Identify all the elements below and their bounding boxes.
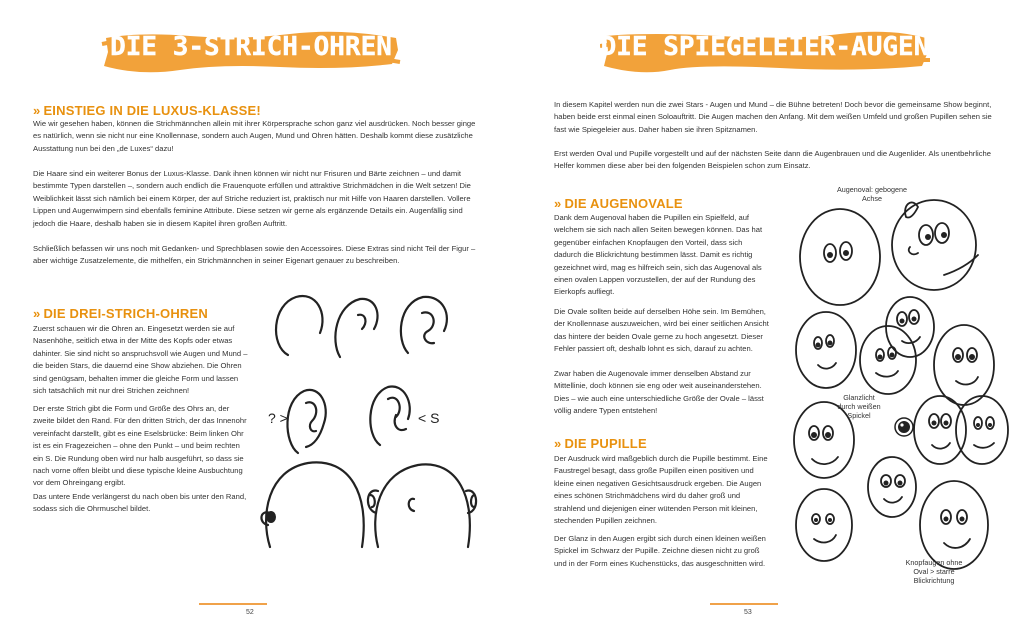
paragraph: Die Haare sind ein weiterer Bonus der Luxus-Klasse. Dank ihnen können wir nicht nur Frisuren und Bärte zeichnen – und damit bestimmte Typen darstellen –, sondern auch endlich die Frauenquote erfüllen und attraktive Strichmädchen in die Welt setzen! Die Weiblichkeit lässt sich nämlich bei einem Körper, der auf Striche reduziert ist, praktisch nur mit Hilfe von Haaren darstellen. Vollere Lippen und Augenwimpern sind ebenfalls feminine Attribute. Diese setzen wir gerne als ergänzende Details ein. Augenfällig sind jedoch die Haare, deshalb haben sie in diesem Kapitel ihren großen Auftritt. [33, 169, 471, 228]
label-knopfaugen: Knopfaugen ohne Oval > starre Blickrichtung [905, 558, 963, 585]
section-heading-text: EINSTIEG IN DIE LUXUS-KLASSE! [43, 103, 261, 118]
chevron-icon: » [554, 436, 562, 451]
title-banner [100, 30, 402, 74]
chevron-icon: » [554, 196, 562, 211]
page-number: 53 [744, 609, 752, 616]
label-glanzlicht: Glanzlicht durch weißen Spickel [837, 393, 881, 420]
paragraph: In diesem Kapitel werden nun die zwei Stars - Augen und Mund – die Bühne betreten! Doch bevor die gemeinsame Show beginnt, haben beide erst einmal einen Soloauftritt. Die Augen machen den Anfang. Mit dem weißen Umfeld und großen Pupillen sehen sie fast wie Spiegeleier aus. Daher haben sie ihren Spitznamen. [554, 100, 992, 134]
section-heading [33, 103, 261, 118]
footer-rule [199, 603, 267, 605]
chevron-icon: » [33, 306, 41, 321]
paragraph: Zwar haben die Augenovale immer denselben Abstand zur Mittellinie, doch können sie eng oder weit auseinanderstehen. Dies – wie auch eine unterschiedliche Größe der Ovale – lässt völlig andere Typen entstehen! [554, 369, 764, 416]
eye-drawings-illustration [784, 195, 1014, 585]
ear-mark-left: ? > [268, 410, 288, 426]
footer-rule [710, 603, 778, 605]
section-heading [33, 306, 208, 321]
page-title: DIE 3-STRICH-OHREN [110, 32, 392, 62]
paragraph: Das untere Ende verlängerst du nach oben bis unter den Rand, sodass sich die Ohrmuschel bildet. [33, 492, 247, 514]
ear-mark-right: < S [418, 410, 440, 426]
label-augenoval: Augenoval: gebogene Achse [837, 185, 907, 203]
right-page [512, 0, 1024, 640]
section-heading [554, 196, 683, 211]
paragraph: Die Ovale sollten beide auf derselben Höhe sein. Im Bemühen, der Knollennase auszuweichen, wird bei einer seitlichen Ansicht das hintere der beiden Ovale gerne zu hoch angesetzt. Dieser Fehler passiert oft, deshalb lohnt es sich, darauf zu achten. [554, 307, 769, 354]
paragraph: Wie wir gesehen haben, können die Strichmännchen allein mit ihrer Körpersprache schon ganz viel ausdrücken. Noch besser ginge es natürlich, wenn sie nicht nur eine Knollennase, sondern auch Augen, Mund und Ohren hätten. Deshalb kommt diese zusätzliche Ausstattung nun bei den „de Luxes“ dazu! [33, 119, 476, 153]
chevron-icon: » [33, 103, 41, 118]
title-banner [600, 30, 930, 74]
section-heading [554, 436, 647, 451]
ear-drawings-illustration [258, 285, 480, 560]
section-heading-text: DIE PUPILLE [564, 436, 647, 451]
page-number: 52 [246, 609, 254, 616]
paragraph: Der Glanz in den Augen ergibt sich durch einen kleinen weißen Spickel im Schwarz der Pupille. Zeichne diesen nicht zu groß und in der Form eines Kuchenstücks, das ausgeschnitten wird. [554, 534, 766, 568]
paragraph: Der Ausdruck wird maßgeblich durch die Pupille bestimmt. Eine Faustregel besagt, dass große Pupillen einen positiven und kleine einen negativen Gesichtsausdruck ergeben. Die Augen eines schönen Strichmädchens wird du daher groß und strahlend und diejenigen einer wütenden Person mit kleinen, stechenden Pupillen zeichnen. [554, 454, 768, 526]
paragraph: Der erste Strich gibt die Form und Größe des Ohrs an, der zweite bildet den Rand. Für den dritten Strich, der das Innenohr vereinfacht darstellt, gibt es eine Eselsbrücke: Beim linken Ohr ist es ein Fragezeichen – ohne den Punkt – und beim rechten ein S. Die Rundung oben wird nur halb ausgeführt, so dass sie nach vorne offen bleibt und diese typische kleine Ausbuchtung vor dem Ohreingang ergibt. [33, 404, 247, 488]
section-heading-text: DIE DREI-STRICH-OHREN [43, 306, 208, 321]
page-title: DIE SPIEGELEIER-AUGEN [600, 32, 930, 62]
paragraph: Schließlich befassen wir uns noch mit Gedanken- und Sprechblasen sowie den Accessoires. Diese Extras sind nicht Teil der Figur – aber wichtige Zusatzelemente, die mithelfen, ein Strichmännchen in seiner Eigenart genauer zu beschreiben. [33, 244, 476, 266]
paragraph: Dank dem Augenoval haben die Pupillen ein Spielfeld, auf welchem sie sich nach allen Seiten bewegen können. Das hat gegenüber einfachen Knopfaugen den Vorteil, dass sich dadurch die Blickrichtung bestimmen lässt. Damit es richtig gezeichnet wird, mag es hilfreich sein, sich das Augenoval als einen ovalen Lappen vorzustellen, der auf der Rundung des Eierkopfs aufliegt. [554, 213, 763, 297]
paragraph: Zuerst schauen wir die Ohren an. Eingesetzt werden sie auf Nasenhöhe, seitlich etwa in der Mitte des Kopfs oder etwas dahinter. Sie sind nicht so anspruchsvoll wie Augen und Mund – die beiden Stars, die dauernd eine Show abziehen. Die Ohren sind genügsam, behalten immer die gleiche Form und lassen sich tatsächlich mit nur drei Strichen zeichnen! [33, 324, 248, 396]
paragraph: Erst werden Oval und Pupille vorgestellt und auf der nächsten Seite dann die Augenbrauen und die Augenlider. Als unentbehrliche Helfer kommen diese aber bei den folgenden Beispielen schon zum Einsatz. [554, 149, 991, 171]
section-heading-text: DIE AUGENOVALE [564, 196, 683, 211]
